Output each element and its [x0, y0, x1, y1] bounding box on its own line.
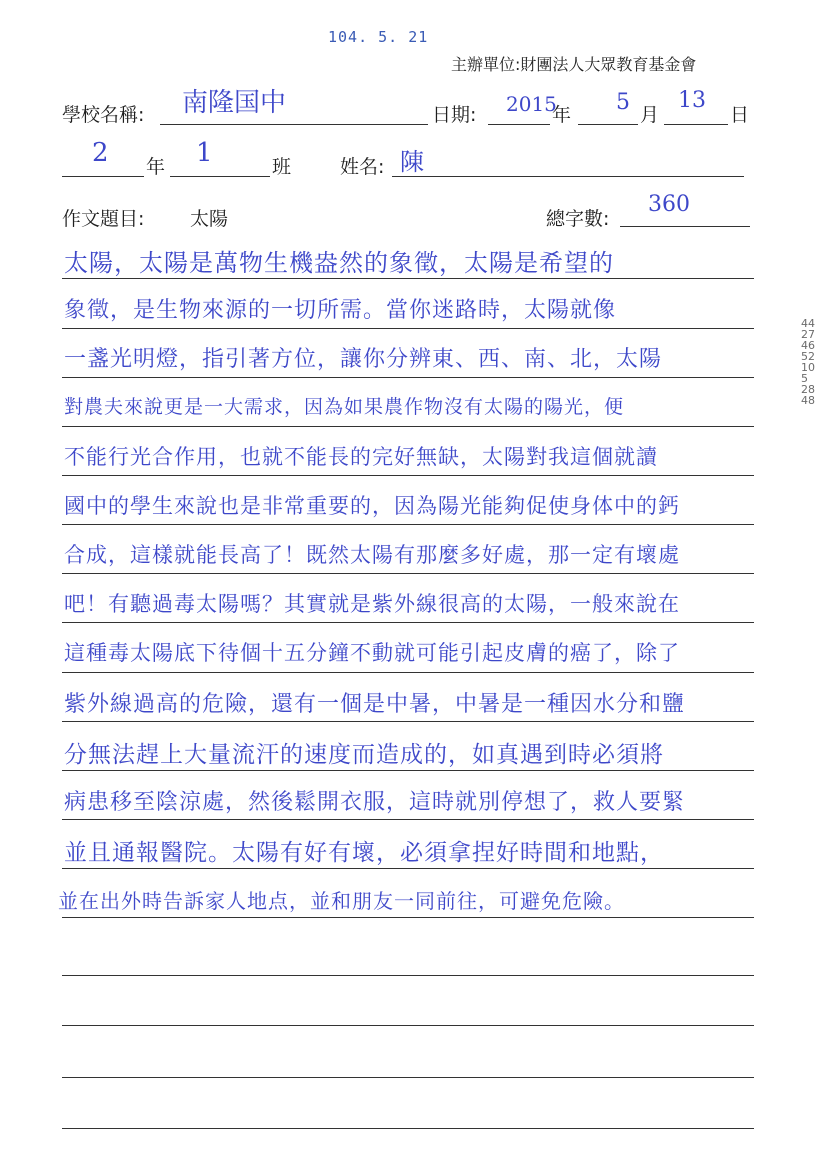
ruled-line	[62, 672, 754, 673]
essay-line: 紫外線過高的危險，還有一個是中暑，中暑是一種因水分和鹽	[64, 692, 686, 717]
essay-title-value: 太陽	[190, 208, 229, 230]
ruled-line	[62, 975, 754, 976]
essay-line: 一盞光明燈，指引著方位，讓你分辨東、西、南、北，太陽	[64, 347, 663, 372]
margin-tally-number: 27	[801, 328, 815, 341]
day-blank	[664, 124, 728, 125]
essay-line: 對農夫來說更是一大需求，因為如果農作物沒有太陽的陽光，便	[64, 396, 625, 418]
ruled-line	[62, 573, 754, 574]
ruled-line	[62, 721, 754, 722]
margin-tally-number: 52	[801, 350, 815, 363]
margin-tally-number: 44	[801, 317, 815, 330]
school-value: 南隆国中	[182, 88, 287, 118]
grade-label: 年	[146, 156, 166, 178]
day-label: 日	[730, 104, 750, 126]
essay-line: 並在出外時告訴家人地点，並和朋友一同前往，可避免危險。	[58, 889, 625, 913]
month-label: 月	[640, 104, 660, 126]
margin-tally-number: 28	[801, 383, 815, 396]
essay-line: 這種毒太陽底下待個十五分鐘不動就可能引起皮膚的癌了，除了	[64, 641, 680, 665]
margin-tally-number: 5	[801, 372, 808, 385]
school-label: 學校名稱:	[62, 104, 145, 126]
essay-line: 太陽，太陽是萬物生機盎然的象徵，太陽是希望的	[64, 249, 614, 277]
ruled-line	[62, 819, 754, 820]
margin-tally-number: 10	[801, 361, 815, 374]
ruled-line	[62, 1128, 754, 1129]
essay-line: 吧！有聽過毒太陽嗎？其實就是紫外線很高的太陽，一般來說在	[64, 592, 680, 616]
margin-tally-number: 48	[801, 394, 815, 407]
grade-blank	[62, 176, 144, 177]
margin-tally-number: 46	[801, 339, 815, 352]
school-blank	[160, 124, 428, 125]
month-value: 5	[616, 90, 630, 115]
word-count-value: 360	[648, 192, 690, 217]
date-label: 日期:	[432, 104, 477, 126]
ruled-line	[62, 868, 754, 869]
organizer-label: 主辦單位:財團法人大眾教育基金會	[451, 55, 697, 74]
grade-value: 2	[92, 138, 109, 168]
ruled-line	[62, 377, 754, 378]
essay-title-label: 作文題目:	[62, 208, 145, 230]
ruled-line	[62, 524, 754, 525]
year-label: 年	[552, 104, 572, 126]
month-blank	[578, 124, 638, 125]
essay-line: 不能行光合作用，也就不能長的完好無缺，太陽對我這個就讀	[64, 445, 658, 469]
year-value: 2015	[506, 92, 557, 116]
essay-line: 分無法趕上大量流汗的速度而造成的，如真遇到時必須將	[64, 742, 664, 768]
ruled-line	[62, 1077, 754, 1078]
class-value: 1	[196, 138, 213, 168]
word-count-label: 總字數:	[546, 208, 610, 230]
ruled-line	[62, 278, 754, 279]
name-label: 姓名:	[340, 156, 385, 178]
margin-tally	[801, 318, 815, 406]
essay-line: 象徵，是生物來源的一切所需。當你迷路時，太陽就像	[64, 298, 617, 323]
name-blank	[392, 176, 744, 177]
ruled-line	[62, 1025, 754, 1026]
day-value: 13	[678, 88, 706, 113]
essay-line: 病患移至陰涼處，然後鬆開衣服，這時就別停想了，救人要緊	[64, 790, 686, 815]
essay-line: 合成，這樣就能長高了！既然太陽有那麼多好處，那一定有壞處	[64, 543, 680, 567]
essay-line: 國中的學生來說也是非常重要的，因為陽光能夠促使身体中的鈣	[64, 494, 680, 518]
essay-line: 並且通報醫院。太陽有好有壞，必須拿捏好時間和地點，	[64, 840, 664, 866]
class-blank	[170, 176, 270, 177]
name-value: 陳	[400, 148, 424, 176]
ruled-line	[62, 426, 754, 427]
received-date-stamp: 104. 5. 21	[328, 28, 429, 46]
ruled-line	[62, 622, 754, 623]
ruled-line	[62, 917, 754, 918]
ruled-line	[62, 475, 754, 476]
word-count-blank	[620, 226, 750, 227]
ruled-line	[62, 770, 754, 771]
class-label: 班	[272, 156, 292, 178]
year-blank	[488, 124, 550, 125]
ruled-line	[62, 328, 754, 329]
